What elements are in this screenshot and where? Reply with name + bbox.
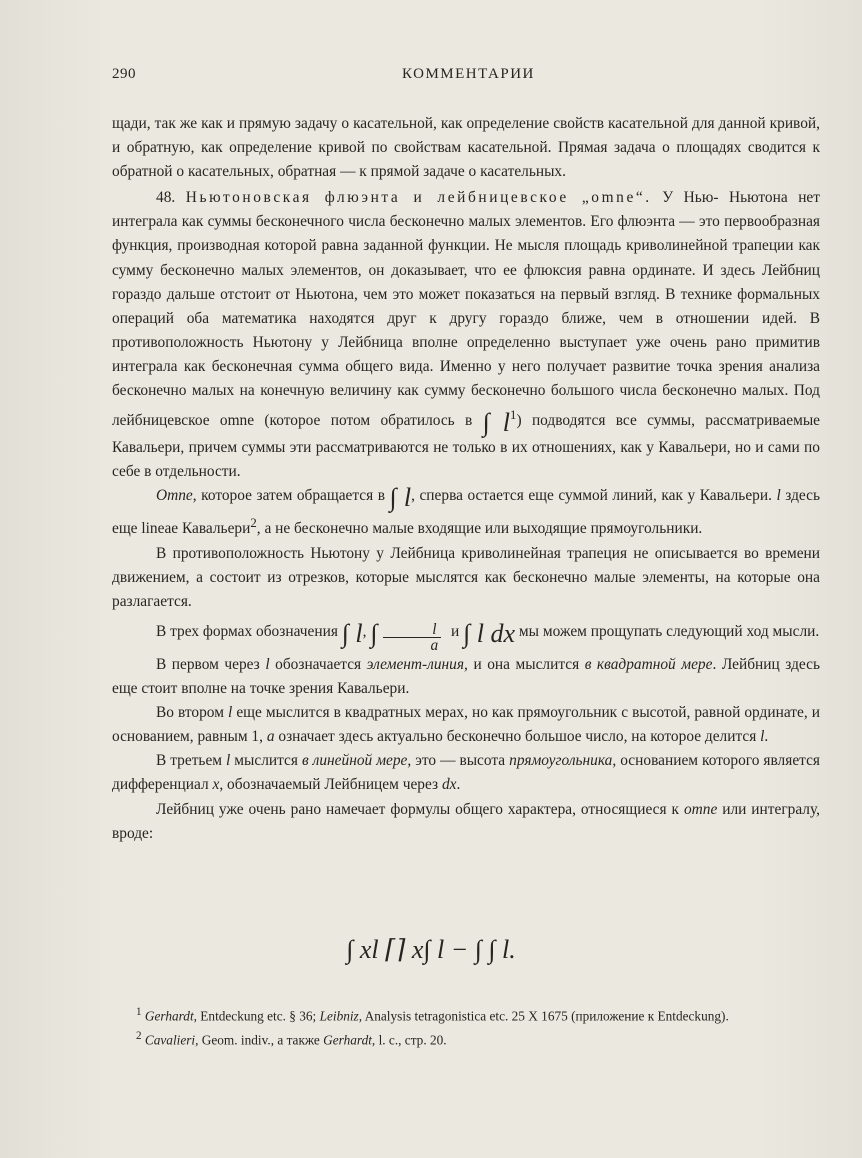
integral-form-1: ∫ l [341, 618, 363, 648]
var-l-4: l [760, 728, 765, 746]
section-number: 48. [156, 189, 176, 207]
paragraph-6-cont2: и она мыслится [473, 655, 580, 673]
footnote-2-text: Geom. indiv., а также [201, 1032, 320, 1048]
var-x: x [212, 776, 220, 794]
paragraph-7-cont: еще мыслится в квадратных мерах, но как прямоугольник с высотой, равной ординате, и основанием, равным 1, [112, 704, 820, 746]
paren-close: ) [516, 412, 522, 430]
paragraph-3 [112, 484, 820, 541]
var-l-2: l [265, 655, 270, 673]
footnote-ref-1: 1 [510, 408, 517, 423]
footnote-2 [112, 1026, 820, 1050]
dot: . [764, 728, 769, 746]
paragraph-9-cont: или интегралу, вроде: [112, 800, 820, 842]
paragraph-5-text: В трех формах обозначения [156, 622, 338, 640]
omne-term-2: omne [683, 800, 718, 818]
footnote-1-author: Gerhardt, [144, 1008, 197, 1024]
footnote-2-text2: l. c., стр. 20. [378, 1032, 447, 1048]
square-measure-term: в квадратной мере [584, 655, 713, 673]
page-number: 290 [112, 66, 136, 82]
paragraph-4: В противоположность Ньютону у Лейбница криволинейная трапеция не описывается во времени движением, а состоит из отрезков, которые мыслятся как бесконечно малые элементы, на которые она разлагается. [112, 544, 820, 610]
paragraph-3-cont2: здесь еще lineae Кавальери [112, 487, 820, 538]
paragraph-6-cont: обозначается [275, 655, 362, 673]
fraction-denominator: a [430, 636, 439, 654]
paragraph-1: щади, так же как и прямую задачу о касательной, как определение свойств касательной для данной кривой, и обратную, как определение кривой по свойствам касательной. Прямая задача о площадях сводится к обратной о касательных, обратная — к прямой задаче о касательных. [112, 115, 820, 181]
paragraph-3-cont3: , а не бесконечно малые входящие или выходящие прямоугольники. [256, 520, 703, 538]
paragraph-3-text: которое затем обращается в [201, 487, 386, 505]
integral-form-2: ∫ [370, 618, 378, 648]
paragraph-6-text: В первом через [156, 655, 260, 673]
footnote-2-author: Cavalieri, [144, 1032, 199, 1048]
comma-2: , [411, 487, 415, 505]
linear-measure-term: в линейной мере [301, 752, 408, 770]
integral-symbol-2: ∫ l [389, 483, 412, 513]
paragraph-8 [112, 749, 820, 797]
page-header [112, 66, 762, 86]
paragraph-3-cont: сперва остается еще суммой линий, как у Кавальери. [419, 487, 772, 505]
footnote-ref-2: 2 [250, 516, 257, 531]
body-text [112, 112, 820, 846]
footnotes [112, 1002, 820, 1051]
paragraph-6-cont3: . Лейбниц здесь еще стоит вполне на точке зрения Кавальери. [112, 655, 820, 698]
dot-2: . [456, 776, 461, 794]
and-word: и [451, 622, 460, 640]
fraction-l-over-a [383, 622, 441, 653]
footnote-1 [112, 1002, 820, 1026]
section-title-tail: У Нью- [662, 189, 719, 207]
paragraph-8-cont4: , обозначаемый Лейбницем через [219, 776, 439, 794]
section-title: Ньютоновская флюэнта и лейбницевское „omne“. [185, 189, 652, 207]
footnote-2-mark: 2 [136, 1030, 142, 1043]
footnote-1-text: Entdeckung etc. § 36; [200, 1008, 317, 1024]
footnote-1-text2: Analysis tetragonistica etc. 25 X 1675 (приложение к Entdeckung). [364, 1008, 729, 1024]
paragraph-7 [112, 701, 820, 749]
paragraph-6 [112, 653, 820, 701]
running-title: КОММЕНТАРИИ [402, 66, 535, 82]
paragraph-2-text: Ньютона нет интеграла как суммы бесконечного числа бесконечно малых элементов. Его флюэнта — это первообразная функция, производная которой равна заданной функции. Не мысля площадь криволинейной трапеции как сумму бесконечно малых элементов, он доказывает, что ее флюксия равна ординате. И здесь Лейбниц гораздо дальше отстоит от Ньютона, чем это может показаться на первый взгляд. В технике формальных операций оба математика находятся друг к другу гораздо ближе, чем в отношении идей. В противоположность Ньютону у Лейбница вполне определенно выступает уже очень рано примитив интеграла как бесконечная сумма общего вида. Именно у него получает развитие точка зрения анализа бесконечно малых на конечную величину как сумму бесконечно большого числа бесконечно малых. Под лейбницевское omne (которое потом обратилось в [112, 189, 820, 430]
fraction-numerator: l [383, 622, 441, 638]
var-l: l [776, 487, 781, 505]
display-formula: ∫ xl ⌈⌉ x∫ l − ∫ ∫ l. [346, 935, 516, 964]
paragraph-2-cont: подводятся все суммы, рассматриваемые Кавальери, причем суммы эти рассматриваются не только в их отношениях, как у Кавальери, но и сами по себе в отдельности. [112, 412, 820, 481]
comma-3: , [362, 622, 367, 640]
paragraph-5-cont: мы можем прощупать следующий ход мысли. [518, 622, 820, 640]
var-l-3: l [228, 704, 233, 722]
footnote-1-author2: Leibniz, [319, 1008, 363, 1024]
comma: , [192, 487, 197, 505]
element-line-term: элемент-линия, [366, 655, 468, 673]
paragraph-8-cont: мыслится [234, 752, 298, 770]
paragraph-9 [112, 798, 820, 846]
paragraph-7-text: Во втором [156, 704, 224, 722]
omne-term: Omne [156, 487, 193, 505]
paragraph-8-text: В третьем [156, 752, 223, 770]
paragraph-8-cont3: , основанием которого является дифференциал [112, 752, 820, 794]
paragraph-9-text: Лейбниц уже очень рано намечает формулы общего характера, относящиеся к [156, 800, 679, 818]
footnote-1-mark: 1 [136, 1006, 142, 1018]
paragraph-8-cont2: , это — высота [407, 752, 506, 770]
paragraph-7-cont2: означает здесь актуально бесконечно большое число, на которое делится [278, 728, 757, 746]
var-dx: dx [441, 776, 457, 794]
paragraph-2 [112, 186, 820, 484]
var-l-5: l [226, 752, 231, 770]
var-a: a [266, 728, 275, 746]
integral-form-3: ∫ l dx [463, 618, 516, 648]
footnote-2-author2: Gerhardt, [323, 1032, 376, 1048]
paragraph-5 [112, 620, 820, 653]
rectangle-term: прямоугольника [509, 752, 613, 770]
integral-symbol: ∫ l [482, 408, 511, 438]
